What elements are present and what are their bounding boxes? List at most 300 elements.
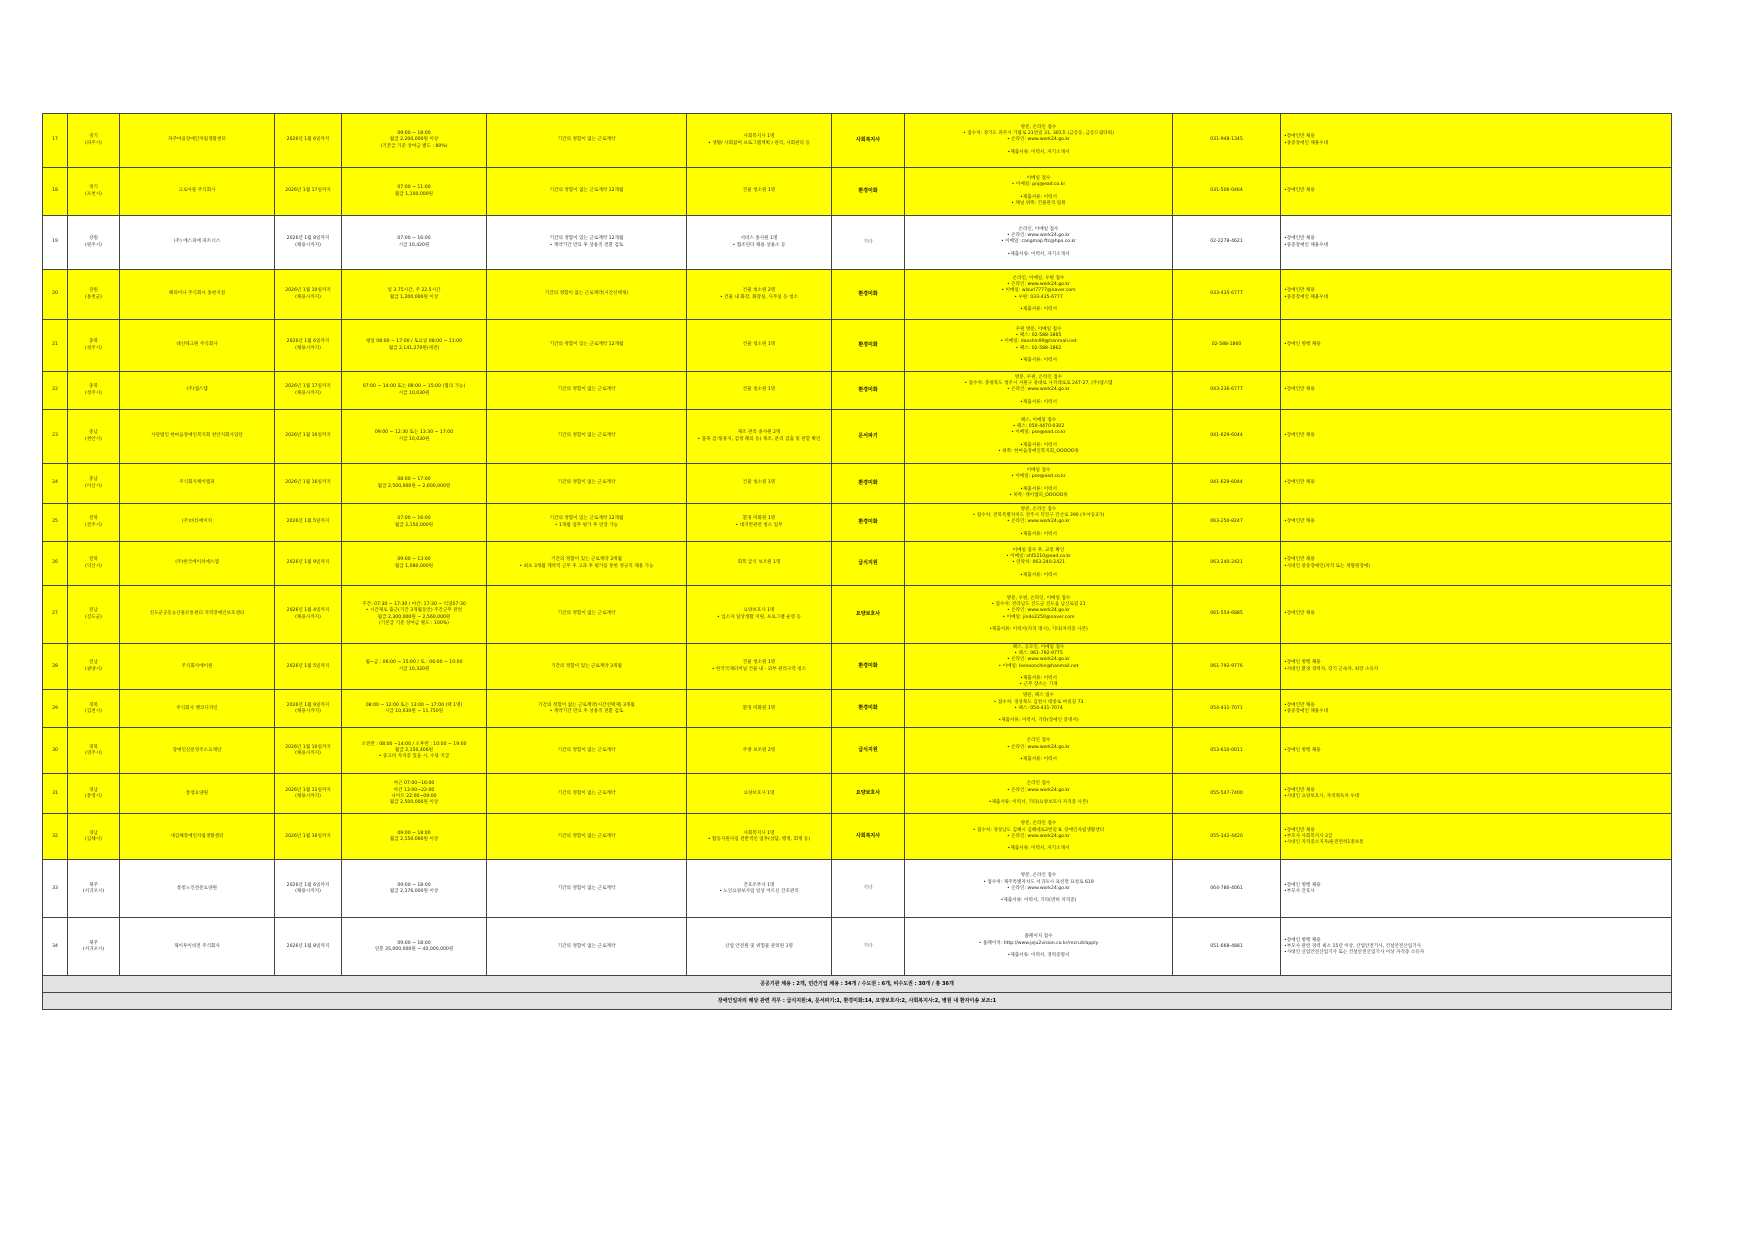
deadline-line: (채용시까지): [295, 390, 321, 396]
application-method-line: • 온라인: www.work24.go.kr: [1007, 387, 1070, 393]
notes-line: •장애인 병행 채용: [1284, 342, 1321, 348]
contract-type-line: 기간의 정함이 있는 근로계약 3개월: [551, 557, 622, 563]
application-method-line: • 이메일: daeshin99@hanmail.net: [1000, 339, 1077, 345]
region-cell: [68, 372, 120, 410]
deadline-line: (채용시까지): [295, 294, 321, 300]
contract-type-cell: [487, 814, 687, 860]
job-duties-cell: [687, 774, 832, 814]
region-cell: [68, 644, 120, 690]
work-hours-wage-line: 월급 2,150,000원 이상: [389, 836, 439, 842]
job-category-cell: 기타: [832, 860, 905, 918]
contract-type-cell: [487, 168, 687, 216]
work-hours-wage-line: 월급 2,141,270원(세전): [388, 345, 440, 351]
application-method-cell: [905, 504, 1173, 542]
job-duties-line: • 대지면관련 청소 업무: [735, 522, 783, 528]
application-method-cell: [905, 774, 1173, 814]
job-category-cell: 기타: [832, 216, 905, 270]
deadline-line: 2026년 1월 8일까지: [286, 943, 330, 949]
application-method-line: • 온라인: www.work24.go.kr: [1007, 282, 1070, 288]
deadline-cell: [275, 728, 342, 774]
work-hours-wage-line: 시급 10,030원: [398, 390, 430, 396]
work-hours-wage-cell: [342, 542, 487, 586]
notes-line: •장애인만 채용: [1284, 787, 1315, 793]
deadline-line: 2026년 1월 5일까지: [286, 519, 330, 525]
application-method-line: 온라인 접수: [1026, 738, 1051, 744]
notes-line: •장애인만 채용: [1284, 557, 1315, 563]
notes-line: •장애인만 채용: [1284, 433, 1315, 439]
application-method-line: • 접수처: 경상남도 김해시 김해대로2번길 8, 장애인자립생활센터: [972, 827, 1105, 833]
application-method-cell: [905, 168, 1173, 216]
notes-cell: [1281, 918, 1672, 976]
deadline-cell: [275, 114, 342, 168]
table-row: [43, 644, 1672, 690]
notes-cell: [1281, 504, 1672, 542]
application-method-line: •제출서류: 이력서: [1020, 442, 1057, 448]
table-row: [43, 168, 1672, 216]
application-method-line: •제출서류: 이력서: [1020, 531, 1057, 537]
deadline-line: (채용시까지): [295, 888, 321, 894]
application-method-line: 방문, 온라인 접수: [1020, 507, 1057, 513]
job-duties-line: 산업 안전원 및 위험물 관리원 1명: [725, 943, 793, 949]
job-duties-line: 건물 청소원 1명: [742, 660, 776, 666]
region-cell: [68, 690, 120, 728]
notes-line: •장애인 병행 채용: [1284, 747, 1321, 753]
application-method-line: •제출서류: 이력서, 기타(면허 자격증): [1000, 898, 1077, 904]
application-method-line: • 접수처: 전북특별자치도 전주시 덕진구 건산로 390 (우아동3가): [972, 513, 1105, 519]
deadline-line: 2026년 1월 9일까지: [286, 560, 330, 566]
region-line: (서귀포시): [82, 946, 105, 952]
application-method-cell: [905, 860, 1173, 918]
application-method-line: •제출서류: 이력서: [1020, 194, 1057, 200]
job-duties-line: 제조 관리 종사원 2명: [737, 430, 781, 436]
deadline-line: 2026년 1월 16일까지: [285, 433, 331, 439]
job-category-cell: 요양보호사: [832, 586, 905, 644]
region-line: 경기: [89, 185, 98, 191]
deadline-cell: [275, 918, 342, 976]
table-row: [43, 372, 1672, 410]
region-cell: [68, 216, 120, 270]
job-category-cell: 급식지원: [832, 542, 905, 586]
notes-line: •중증장애인 채용우대: [1284, 708, 1329, 714]
notes-cell: [1281, 644, 1672, 690]
company-name-cell: 크로아플 주식회사: [120, 168, 275, 216]
job-duties-line: • 건물 내 화장, 화장실, 사무실 등 청소: [720, 294, 798, 300]
row-number-cell: 23: [43, 410, 68, 464]
region-line: (청주시): [85, 390, 102, 396]
deadline-line: 2026년 1월 17일까지: [285, 384, 331, 390]
region-line: 충북: [89, 339, 98, 345]
job-category-cell: 문서파기: [832, 410, 905, 464]
job-duties-cell: [687, 814, 832, 860]
deadline-line: 2026년 1월 17일까지: [285, 188, 331, 194]
contact-phone-cell: 054-431-7071: [1173, 690, 1281, 728]
contract-type-cell: [487, 586, 687, 644]
notes-line: •장애인만 채용: [1284, 702, 1315, 708]
application-method-line: 방문, 우편, 온라인 접수: [1014, 375, 1063, 381]
work-hours-wage-line: 일 3.75시간, 주 22.5시간: [387, 288, 441, 294]
region-line: 경기: [89, 134, 98, 140]
application-method-line: • 이메일: wlsurl7777@naver.com: [1001, 288, 1076, 294]
application-method-line: • 팩스: 061-792-9775: [1014, 651, 1063, 657]
application-method-line: •제출서류: 이력서: [1020, 572, 1057, 578]
table-row: [43, 504, 1672, 542]
work-hours-wage-line: 월급 2,300,000원 ~ 2,560,000원: [377, 614, 451, 620]
notes-line: •장애인 병행 채용: [1284, 937, 1321, 943]
work-hours-wage-line: 평일 08:00 ~ 17:00 / 토요일 08:00 ~ 11:00: [365, 339, 463, 345]
company-name-cell: 주식회사에이원: [120, 644, 275, 690]
application-method-line: 팩스, 이메일 접수: [1020, 417, 1057, 423]
deadline-line: 2026년 1월 11일까지: [285, 787, 331, 793]
work-hours-wage-line: 주간: 07:30 ~ 17:30 / 야간: 17:30 ~ 익일07:30: [362, 602, 466, 608]
deadline-cell: [275, 690, 342, 728]
deadline-cell: [275, 542, 342, 586]
contract-type-line: 기간의 정함이 있는 근로계약 12개월: [549, 516, 624, 522]
deadline-cell: [275, 270, 342, 320]
contact-phone-cell: 031-948-1345: [1173, 114, 1281, 168]
deadline-line: 2026년 1월 6일까지: [286, 137, 330, 143]
notes-line: •사대인 자격증소지자/운전면허1종보통: [1284, 839, 1364, 845]
job-category-cell: 환경미화: [832, 168, 905, 216]
application-method-line: •제출서류: 이력서: [1020, 675, 1057, 681]
table-row: [43, 690, 1672, 728]
work-hours-wage-cell: [342, 270, 487, 320]
contract-type-line: 기간의 정함이 없는 근로계약: [557, 833, 616, 839]
job-duties-cell: [687, 464, 832, 504]
job-duties-cell: [687, 918, 832, 976]
contract-type-line: • 1개월 업무 평가 후 연장 가능: [554, 522, 619, 528]
company-name-cell: 주식회사케이엠피: [120, 464, 275, 504]
region-cell: [68, 542, 120, 586]
table-row: [43, 774, 1672, 814]
contact-phone-cell: 02-588-1860: [1173, 320, 1281, 372]
job-duties-line: 사회복지사 1명: [743, 134, 775, 140]
region-line: (전주시): [85, 522, 102, 528]
region-cell: [68, 774, 120, 814]
work-hours-wage-line: 월급 2,150,000원: [394, 522, 434, 528]
contract-type-line: 기간의 정함이 없는 근로계약(시간선택제) 3개월: [538, 702, 635, 708]
work-hours-wage-cell: [342, 504, 487, 542]
work-hours-wage-line: 09:00 ~ 18:00: [397, 882, 431, 888]
work-hours-wage-line: 07:00 ~ 16:00: [397, 236, 431, 242]
application-method-line: • 온라인: www.work24.go.kr: [1007, 885, 1070, 891]
row-number-cell: 33: [43, 860, 68, 918]
deadline-cell: [275, 372, 342, 410]
application-method-line: 온라인, 이메일, 우편 접수: [1012, 275, 1065, 281]
application-method-line: •제출서류: 이력서: [1020, 399, 1057, 405]
region-cell: [68, 814, 120, 860]
application-method-line: •제출서류: 이력서: [1020, 306, 1057, 312]
notes-line: •사대인 중증장애인(자작 또는 재활원장애): [1284, 563, 1371, 569]
notes-line: •부모사 관련 경력 최소 15년 이상, 산업안전기사, 건설안전산업기사: [1284, 943, 1422, 949]
table-row: [43, 586, 1672, 644]
application-method-line: • 온라인: www.work24.go.kr: [1007, 657, 1070, 663]
work-hours-wage-cell: [342, 586, 487, 644]
notes-line: •장애인만 채용: [1284, 611, 1315, 617]
contract-type-cell: [487, 644, 687, 690]
deadline-line: 2026년 1월 10일까지: [285, 288, 331, 294]
application-method-line: • 팩스: 02-588-1865: [1015, 333, 1062, 339]
region-line: 전북: [89, 516, 98, 522]
application-method-cell: [905, 586, 1173, 644]
application-method-line: • 우편: 033-435-6777: [1014, 294, 1063, 300]
application-method-line: • 팩스: 02-588-1862: [1015, 345, 1062, 351]
table-row: [43, 464, 1672, 504]
job-duties-cell: [687, 860, 832, 918]
work-hours-wage-line: 시급 10,320원: [398, 666, 430, 672]
row-number-cell: 20: [43, 270, 68, 320]
contract-type-line: 기간의 정함이 없는 근로계약: [557, 790, 616, 796]
region-cell: [68, 320, 120, 372]
notes-line: •사대인 환경 경력자, 장기 근속자, 최장 소유자: [1284, 666, 1379, 672]
table-row: [43, 216, 1672, 270]
work-hours-wage-line: 월급 2,150,406원: [394, 747, 434, 753]
application-method-line: 온라인, 이메일 접수: [1018, 227, 1059, 233]
table-row: [43, 270, 1672, 320]
application-method-line: • 근무 장소는 기재: [1019, 682, 1058, 688]
contact-phone-cell: 055-547-7400: [1173, 774, 1281, 814]
application-method-line: • 온라인: www.work24.go.kr: [1007, 137, 1070, 143]
contract-type-line: • 최초 3개월 계약직 근무 후 고과 후 평가를 통한 정규직 채용 가능: [519, 563, 654, 569]
application-method-cell: [905, 690, 1173, 728]
contract-type-line: 기간의 정함이 없는 근로계약 12개월: [549, 188, 624, 194]
notes-line: •장애인 병행 채용: [1284, 882, 1321, 888]
application-method-line: •제출서류: 이력서: [1020, 757, 1057, 762]
notes-line: •중증장애인 채용우대: [1284, 140, 1329, 146]
notes-cell: [1281, 542, 1672, 586]
job-category-cell: 급식지원: [832, 728, 905, 774]
company-name-cell: (주)비티에이치: [120, 504, 275, 542]
job-listing-table: [42, 113, 1672, 1010]
deadline-line: (채용시까지): [295, 708, 321, 714]
application-method-line: •제출서류: 이력서: [1020, 357, 1057, 363]
contract-type-cell: [487, 216, 687, 270]
row-number-cell: 28: [43, 644, 68, 690]
job-duties-line: • 노인요양보사업 일상 어르신 간호관리: [719, 888, 799, 894]
job-duties-line: • 한국국제터미널 건물 내 · 외부 관리구역 청소: [711, 666, 807, 672]
application-method-cell: [905, 728, 1173, 774]
job-duties-line: 요양보호사 1명: [743, 790, 775, 796]
row-number-cell: 19: [43, 216, 68, 270]
job-duties-cell: [687, 504, 832, 542]
region-line: 경남: [89, 787, 98, 793]
region-line: 경북: [89, 702, 98, 708]
region-line: (김천시): [85, 708, 102, 714]
application-method-line: • 연락처: 063-240-2421: [1011, 560, 1066, 566]
notes-cell: [1281, 586, 1672, 644]
company-name-cell: (주)엠스텝: [120, 372, 275, 410]
region-line: 충남: [89, 477, 98, 483]
deadline-line: (채용시까지): [295, 242, 321, 248]
region-cell: [68, 270, 120, 320]
application-method-line: • 이메일: shf2210@ead.co.kr: [1006, 554, 1071, 560]
contact-phone-cell: 061-554-6885: [1173, 586, 1281, 644]
summary-row-totals: 공공기관 채용 : 2개, 민간기업 채용 : 34개 / 수도권 : 6개, 비수도권 : 30개 / 총 36개: [43, 976, 1672, 993]
notes-cell: [1281, 464, 1672, 504]
notes-cell: [1281, 320, 1672, 372]
deadline-line: 2026년 1월 9일까지: [286, 702, 330, 708]
application-method-cell: [905, 918, 1173, 976]
job-category-cell: 요양보호사: [832, 774, 905, 814]
notes-cell: [1281, 728, 1672, 774]
notes-cell: [1281, 270, 1672, 320]
contract-type-line: 기간의 정함이 없는 근로계약: [557, 611, 616, 617]
application-method-cell: [905, 644, 1173, 690]
work-hours-wage-line: 월급 1,200,000원 이상: [389, 294, 439, 300]
company-name-cell: 제이투이비전 주식회사: [120, 918, 275, 976]
application-method-line: 방문, 온라인 접수: [1020, 125, 1057, 131]
job-duties-line: • 협조된다 채용 상용소 등: [732, 242, 786, 248]
contract-type-line: • 계약기간 만료 후 상용직 전환 검토: [549, 242, 624, 248]
region-cell: [68, 168, 120, 216]
region-cell: [68, 586, 120, 644]
application-method-line: 방문, 온라인 접수: [1020, 873, 1057, 879]
work-hours-wage-line: (기본급 기준 상여금 별도 : 80%): [380, 143, 448, 149]
row-number-cell: 26: [43, 542, 68, 586]
application-method-cell: [905, 114, 1173, 168]
deadline-line: 2026년 1월 6일까지: [286, 882, 330, 888]
application-method-line: • 홈페이지: http://www.jeju2vision.co.kr/recruit/apply: [978, 940, 1099, 946]
application-method-line: • 온라인: www.work24.go.kr: [1007, 833, 1070, 839]
contact-phone-cell: 053-610-0011: [1173, 728, 1281, 774]
region-line: (포천시): [85, 191, 102, 197]
work-hours-wage-cell: [342, 918, 487, 976]
contract-type-line: 기간의 정함이 없는 근로계약: [557, 480, 616, 486]
job-duties-line: • 생활/ 사회참여 프로그램계획 / 관리, 사회관리 등: [708, 140, 810, 146]
work-hours-wage-line: • 시간제로 출근(기간 3개월동안) 주간근무 관련: [365, 608, 463, 614]
region-line: (통영시): [85, 793, 102, 799]
application-method-line: • 온라인: www.work24.go.kr: [1007, 744, 1070, 750]
job-duties-cell: [687, 586, 832, 644]
contract-type-line: • 계약기간 만료 후 상용직 전환 검토: [549, 708, 624, 714]
deadline-line: 2026년 1월 10일까지: [285, 744, 331, 750]
company-name-cell: (주) 에스피에 파트너스: [120, 216, 275, 270]
notes-line: •장애인 병행 채용: [1284, 660, 1321, 666]
contact-phone-cell: 041-629-6044: [1173, 410, 1281, 464]
job-duties-cell: [687, 728, 832, 774]
region-line: 제주: [89, 940, 98, 946]
application-method-line: • 접수처: 충청북도 청주시 서원구 충대로 사직대로로 247-27, (주)엠스텝: [964, 381, 1113, 387]
application-method-line: •제출서류: 이력서, 경력증명서: [1007, 953, 1070, 958]
table-row: [43, 860, 1672, 918]
deadline-cell: [275, 586, 342, 644]
work-hours-wage-cell: [342, 728, 487, 774]
application-method-line: •제출서류: 이력서(자격 명시), 기타(자격증 사본): [989, 626, 1088, 632]
contract-type-cell: [487, 774, 687, 814]
deadline-line: 2026년 1월 4일까지: [286, 608, 330, 614]
notes-cell: [1281, 216, 1672, 270]
region-line: (영주시): [85, 750, 102, 756]
contract-type-cell: [487, 372, 687, 410]
application-method-line: • 이메일: pnj@ead.co.kr: [1011, 182, 1066, 188]
deadline-cell: [275, 644, 342, 690]
work-hours-wage-line: 09:00 ~ 18:00: [397, 131, 431, 137]
notes-cell: [1281, 372, 1672, 410]
notes-line: •부모사 간호사: [1284, 888, 1315, 894]
contact-phone-cell: 043-236-6777: [1173, 372, 1281, 410]
deadline-cell: [275, 216, 342, 270]
deadline-cell: [275, 168, 342, 216]
notes-line: •장애인만 채용: [1284, 236, 1315, 242]
job-category-cell: 환경미화: [832, 372, 905, 410]
application-method-line: • 접수처: 경상북도 김천시 대중로 마길길 73: [993, 699, 1084, 705]
contact-phone-cell: 02-2278-4621: [1173, 216, 1281, 270]
application-method-line: • 채널 위쪽: 건물관리 팀원: [1011, 200, 1066, 206]
contract-type-cell: [487, 918, 687, 976]
notes-line: •장애인만 채용: [1284, 519, 1315, 525]
application-method-cell: [905, 372, 1173, 410]
contract-type-line: 기간의 정함이 없는 근로계약: [557, 885, 616, 891]
application-method-cell: [905, 814, 1173, 860]
application-method-line: • 접수처: 경기도 파주시 가람로 21번길 31, 301호 (금릉동, 금릉드림타워): [963, 131, 1114, 137]
job-category-cell: 환경미화: [832, 320, 905, 372]
contract-type-cell: [487, 320, 687, 372]
job-category-cell: 사회복지사: [832, 814, 905, 860]
table-row: [43, 410, 1672, 464]
summary-row-job-categories: 장애인일자리 해당 관련 직무 : 급식지원:4, 문서파기:1, 환경미화:14, 요양보호사:2, 사회복지사:2, 병원 내 환자이송 보조:1: [43, 993, 1672, 1010]
region-line: 전북: [89, 557, 98, 563]
work-hours-wage-cell: [342, 644, 487, 690]
job-duties-cell: [687, 270, 832, 320]
company-name-cell: 통통노인전문요양원: [120, 860, 275, 918]
work-hours-wage-line: 09:00 ~ 18:00: [397, 940, 431, 946]
notes-line: •장애인만 채용: [1284, 288, 1315, 294]
application-method-line: •제출서류: 이력서, 기타(요양보호사 자격증 사본): [988, 800, 1089, 805]
region-cell: [68, 410, 120, 464]
work-hours-wage-line: 월급 2,500,000원 이상: [389, 800, 439, 805]
region-line: (홍천군): [85, 294, 102, 300]
application-method-line: • 이메일: jindo2250@naver.com: [1002, 614, 1075, 620]
contract-type-line: 기간의 정함이 없는 근로계약: [557, 433, 616, 439]
row-number-cell: 31: [43, 774, 68, 814]
job-category-cell: 환경미화: [832, 270, 905, 320]
application-method-line: • 위쪽: 한마음장애인복지회_OOOOO휴: [998, 448, 1079, 454]
region-line: (진도군): [85, 614, 102, 620]
region-line: (서귀포시): [82, 888, 105, 894]
work-hours-wage-line: 08:00 ~ 17:00: [397, 477, 431, 483]
work-hours-wage-cell: [342, 216, 487, 270]
row-number-cell: 21: [43, 320, 68, 372]
contract-type-line: 기간의 정함이 없는 근로계약: [557, 387, 616, 393]
notes-line: •사대인 요양보호사, 자격취득자 우대: [1284, 793, 1360, 799]
application-method-line: 우편 방문, 이메일 접수: [1015, 326, 1062, 332]
region-line: (김해시): [85, 836, 102, 842]
job-duties-cell: [687, 410, 832, 464]
job-category-cell: 환경미화: [832, 464, 905, 504]
application-method-line: 이메일 접수 후, 교통 확인: [1012, 548, 1065, 554]
job-category-cell: 환경미화: [832, 504, 905, 542]
table-row: [43, 542, 1672, 586]
work-hours-wage-line: 월급 2,500,000원 ~ 2,600,000원: [377, 483, 451, 489]
job-category-cell: 기타: [832, 918, 905, 976]
deadline-line: 2026년 1월 8일까지: [286, 236, 330, 242]
job-duties-line: 주방 보조원 2명: [742, 747, 776, 753]
region-line: (광양시): [85, 666, 102, 672]
job-duties-line: 건물 청소원 2명: [742, 288, 776, 294]
notes-cell: [1281, 774, 1672, 814]
job-category-cell: 환경미화: [832, 644, 905, 690]
notes-line: •장애인만 채용: [1284, 480, 1315, 486]
region-cell: [68, 728, 120, 774]
deadline-cell: [275, 464, 342, 504]
company-name-cell: 통영요양원: [120, 774, 275, 814]
work-hours-wage-line: 연봉 35,000,000원 ~ 40,000,000원: [374, 946, 454, 952]
work-hours-wage-line: 시급 10,420원: [398, 242, 430, 248]
job-duties-line: 환경 미화원 1명: [742, 705, 776, 711]
deadline-line: (채용시까지): [295, 614, 321, 620]
work-hours-wage-line: 월급 2,376,000원 이상: [389, 888, 439, 894]
contract-type-cell: [487, 504, 687, 542]
application-method-cell: [905, 410, 1173, 464]
